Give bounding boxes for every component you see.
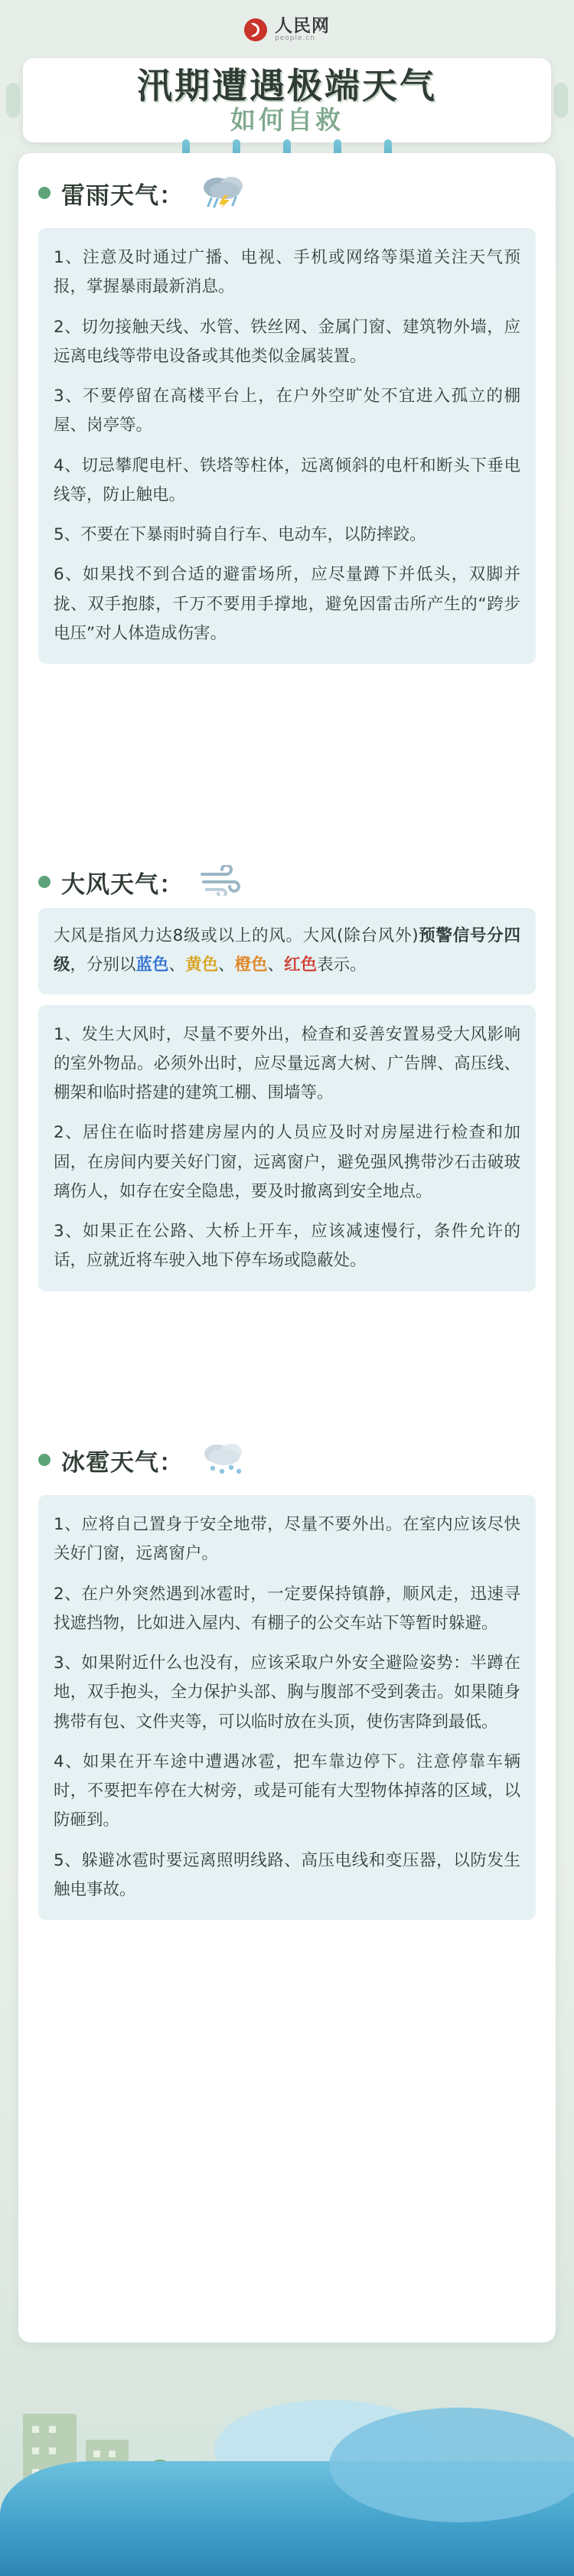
list-item: 1、发生大风时，尽量不要外出，检查和妥善安置易受大风影响的室外物品。必须外出时，应尽量远离大树、广告牌、高压线、棚架和临时搭建的建筑工棚、围墙等。 [54,1024,520,1103]
wave-shape [329,2408,574,2522]
list-item: 4、切忌攀爬电杆、铁塔等柱体，远离倾斜的电杆和断头下垂电线等，防止触电。 [54,455,520,504]
section-heading-thunderstorm [38,168,536,217]
title-decoration-left [6,83,20,118]
bullet-dot-icon [38,187,51,199]
warning-level-orange: 橙色 [234,955,268,975]
section-heading-hail [38,1435,536,1484]
content-panel [18,153,556,2343]
list-item: 1、注意及时通过广播、电视、手机或网络等渠道关注天气预报，掌握暴雨最新消息。 [54,248,520,297]
note-sep-3: 、 [267,955,285,975]
section-title: 大风天气： [61,870,184,899]
warning-level-yellow: 黄色 [185,955,219,975]
section-title: 雷雨天气： [61,181,184,210]
brand-header [0,17,574,43]
note-text-plain-2: ，分别以 [70,955,136,975]
list-item: 2、切勿接触天线、水管、铁丝网、金属门窗、建筑物外墙，应远离电线等带电设备或其他类似金属装置。 [54,317,520,366]
warning-level-red: 红色 [284,955,318,975]
note-text-bold: 预警信号分四级 [54,926,520,975]
section-title: 冰雹天气： [61,1448,184,1477]
list-item: 1、应将自己置身于安全地带，尽量不要外出。在室内应该尽快关好门窗，远离窗户。 [54,1515,520,1564]
list-item: 5、躲避冰雹时要远离照明线路、高压电线和变压器，以防发生触电事故。 [54,1850,520,1899]
list-item: 3、如果附近什么也没有，应该采取户外安全避险姿势：半蹲在地，双手抱头，全力保护头部、胸与腹部不受到袭击。如果随身携带有包、文件夹等，可以临时放在头顶，使伤害降到最低。 [54,1654,520,1732]
list-item: 4、如果在开车途中遭遇冰雹，把车靠边停下。注意停靠车辆时，不要把车停在大树旁，或是可能有大型物体掉落的区域，以防砸到。 [54,1752,520,1830]
page-subtitle: 如何自救 [230,104,344,135]
brand-name-en: people.cn [275,34,316,43]
wind-warning-note [38,908,536,994]
thunderstorm-cloud-icon [199,174,248,212]
section-hail [18,1435,556,1920]
bullet-dot-icon [38,1454,51,1466]
note-sep-1: 、 [168,955,186,975]
brand-text [275,17,330,43]
list-item: 3、不要停留在高楼平台上，在户外空旷处不宜进入孤立的棚屋、岗亭等。 [54,387,520,436]
title-card [23,58,551,142]
page-title: 汛期遭遇极端天气 [137,64,437,106]
title-decoration-right [554,83,568,118]
warning-level-blue: 蓝色 [135,955,169,975]
section-heading-strong-wind [38,857,536,906]
section-thunderstorm [18,168,556,664]
list-item: 2、居住在临时搭建房屋内的人员应及时对房屋进行检查和加固，在房间内要关好门窗，远离窗户，避免强风携带沙石击破玻璃伤人，如存在安全隐患，要及时撤离到安全地点。 [54,1123,520,1201]
tips-list-thunderstorm [38,228,536,664]
note-text-plain-3: 表示。 [317,955,367,975]
footer-illustration [0,2339,574,2576]
list-item: 3、如果正在公路、大桥上开车，应该减速慢行，条件允许的话，应就近将车驶入地下停车场或隐蔽处。 [54,1222,520,1271]
list-item: 5、不要在下暴雨时骑自行车、电动车，以防摔跤。 [54,525,426,545]
hail-cloud-icon [199,1441,248,1479]
wind-icon [199,865,248,899]
note-text-plain-1: 大风是指风力达8级或以上的风。大风(除台风外) [54,926,419,945]
note-sep-2: 、 [218,955,235,975]
section-strong-wind [18,857,556,1291]
list-item: 6、如果找不到合适的避雷场所，应尽量蹲下并低头，双脚并拢、双手抱膝，千万不要用手撑地，避免因雷击所产生的“跨步电压”对人体造成伤害。 [54,565,520,643]
list-item: 2、在户外突然遇到冰雹时，一定要保持镇静，顺风走，迅速寻找遮挡物，比如进入屋内、有棚子的公交车站下等暂时躲避。 [54,1584,520,1633]
people-cn-logo-icon [244,18,267,41]
brand-name-cn: 人民网 [275,16,330,36]
tips-list-strong-wind [38,1005,536,1291]
bullet-dot-icon [38,876,51,888]
tips-list-hail [38,1495,536,1920]
